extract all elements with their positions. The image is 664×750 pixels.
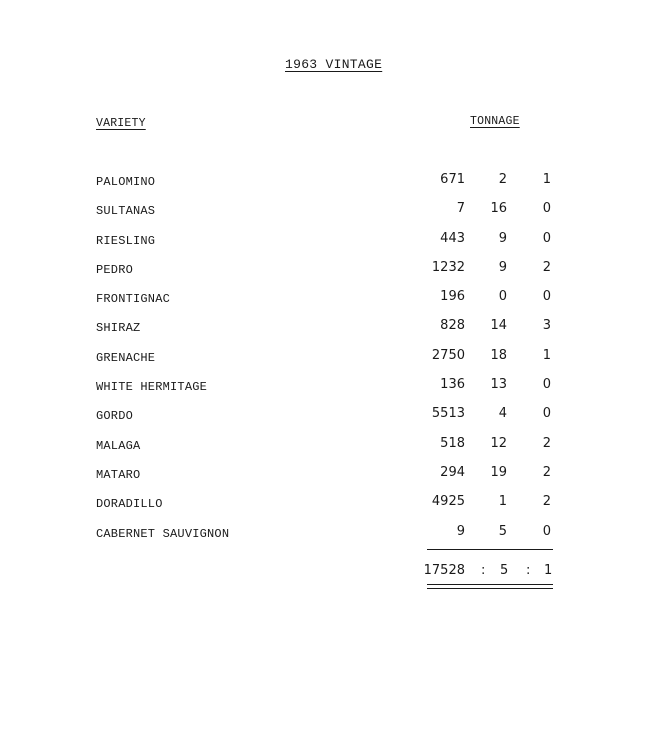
- cwt-value: 16: [490, 201, 507, 217]
- variety-name: CABERNET SAUVIGNON: [96, 526, 230, 541]
- tons-value: 5513: [431, 406, 465, 422]
- qrs-value: 0: [542, 230, 551, 246]
- cwt-value: 1: [498, 494, 507, 510]
- qrs-value: 1: [542, 172, 551, 187]
- table-row: [0, 201, 664, 230]
- variety-name: SHIRAZ: [96, 321, 141, 336]
- total-double-rule: [427, 584, 553, 585]
- tons-value: 294: [440, 464, 465, 480]
- qrs-value: 0: [542, 289, 551, 305]
- tons-value: 136: [440, 377, 465, 393]
- tons-value: 828: [440, 318, 465, 334]
- qrs-value: 0: [542, 406, 551, 422]
- cwt-value: 13: [490, 377, 507, 393]
- table-row: [0, 172, 664, 201]
- cwt-value: 12: [490, 435, 507, 451]
- table-row: [0, 377, 664, 406]
- cwt-value: 14: [490, 318, 507, 334]
- table-row: [0, 231, 664, 260]
- qrs-value: 2: [542, 259, 551, 275]
- qrs-value: 0: [542, 377, 551, 393]
- cwt-value: 19: [490, 464, 507, 480]
- table-row: [0, 524, 664, 553]
- variety-name: FRONTIGNAC: [96, 292, 171, 307]
- cwt-value: 0: [498, 289, 507, 305]
- total-separator: :: [481, 563, 486, 578]
- qrs-value: 0: [542, 523, 551, 539]
- table-row: [0, 465, 664, 494]
- qrs-value: 2: [542, 464, 551, 480]
- qrs-value: 2: [542, 494, 551, 510]
- total-cwt-value: 5: [500, 563, 509, 578]
- cwt-value: 4: [498, 406, 507, 422]
- subtotal-rule: [427, 549, 553, 550]
- variety-name: DORADILLO: [96, 497, 163, 512]
- cwt-value: 9: [498, 259, 507, 275]
- table-row: [0, 348, 664, 377]
- variety-name: PALOMINO: [96, 175, 156, 189]
- variety-name: GRENACHE: [96, 350, 156, 365]
- variety-column-header: VARIETY: [96, 117, 146, 130]
- table-row: [0, 406, 664, 435]
- tons-value: 9: [456, 523, 465, 539]
- table-row: [0, 318, 664, 347]
- qrs-value: 2: [542, 435, 551, 451]
- tonnage-column-header: TONNAGE: [470, 115, 520, 128]
- table-row: [0, 289, 664, 318]
- cwt-value: 9: [498, 230, 507, 246]
- document-title: 1963 VINTAGE: [285, 57, 383, 72]
- total-tons-value: 17528: [423, 563, 465, 578]
- table-row: [0, 494, 664, 523]
- tons-value: 2750: [431, 347, 465, 363]
- tons-value: 4925: [431, 494, 465, 510]
- tons-value: 196: [440, 289, 465, 305]
- tonnage-table: [0, 172, 664, 553]
- cwt-value: 18: [490, 347, 507, 363]
- total-qrs-value: 1: [544, 563, 553, 578]
- variety-name: GORDO: [96, 409, 134, 424]
- variety-name: RIESLING: [96, 233, 156, 248]
- cwt-value: 2: [498, 172, 507, 187]
- qrs-value: 0: [542, 201, 551, 217]
- qrs-value: 1: [542, 347, 551, 363]
- variety-name: SULTANAS: [96, 204, 156, 219]
- table-row: [0, 436, 664, 465]
- qrs-value: 3: [542, 318, 551, 334]
- table-row: [0, 260, 664, 289]
- variety-name: MATARO: [96, 467, 141, 482]
- total-double-rule: [427, 588, 553, 589]
- tons-value: 1232: [431, 259, 465, 275]
- total-separator: :: [526, 563, 531, 578]
- variety-name: MALAGA: [96, 438, 141, 453]
- tons-value: 443: [440, 230, 465, 246]
- variety-name: WHITE HERMITAGE: [96, 380, 208, 395]
- tons-value: 671: [440, 172, 465, 187]
- variety-name: PEDRO: [96, 262, 134, 277]
- tons-value: 518: [440, 435, 465, 451]
- cwt-value: 5: [498, 523, 507, 539]
- tons-value: 7: [456, 201, 465, 217]
